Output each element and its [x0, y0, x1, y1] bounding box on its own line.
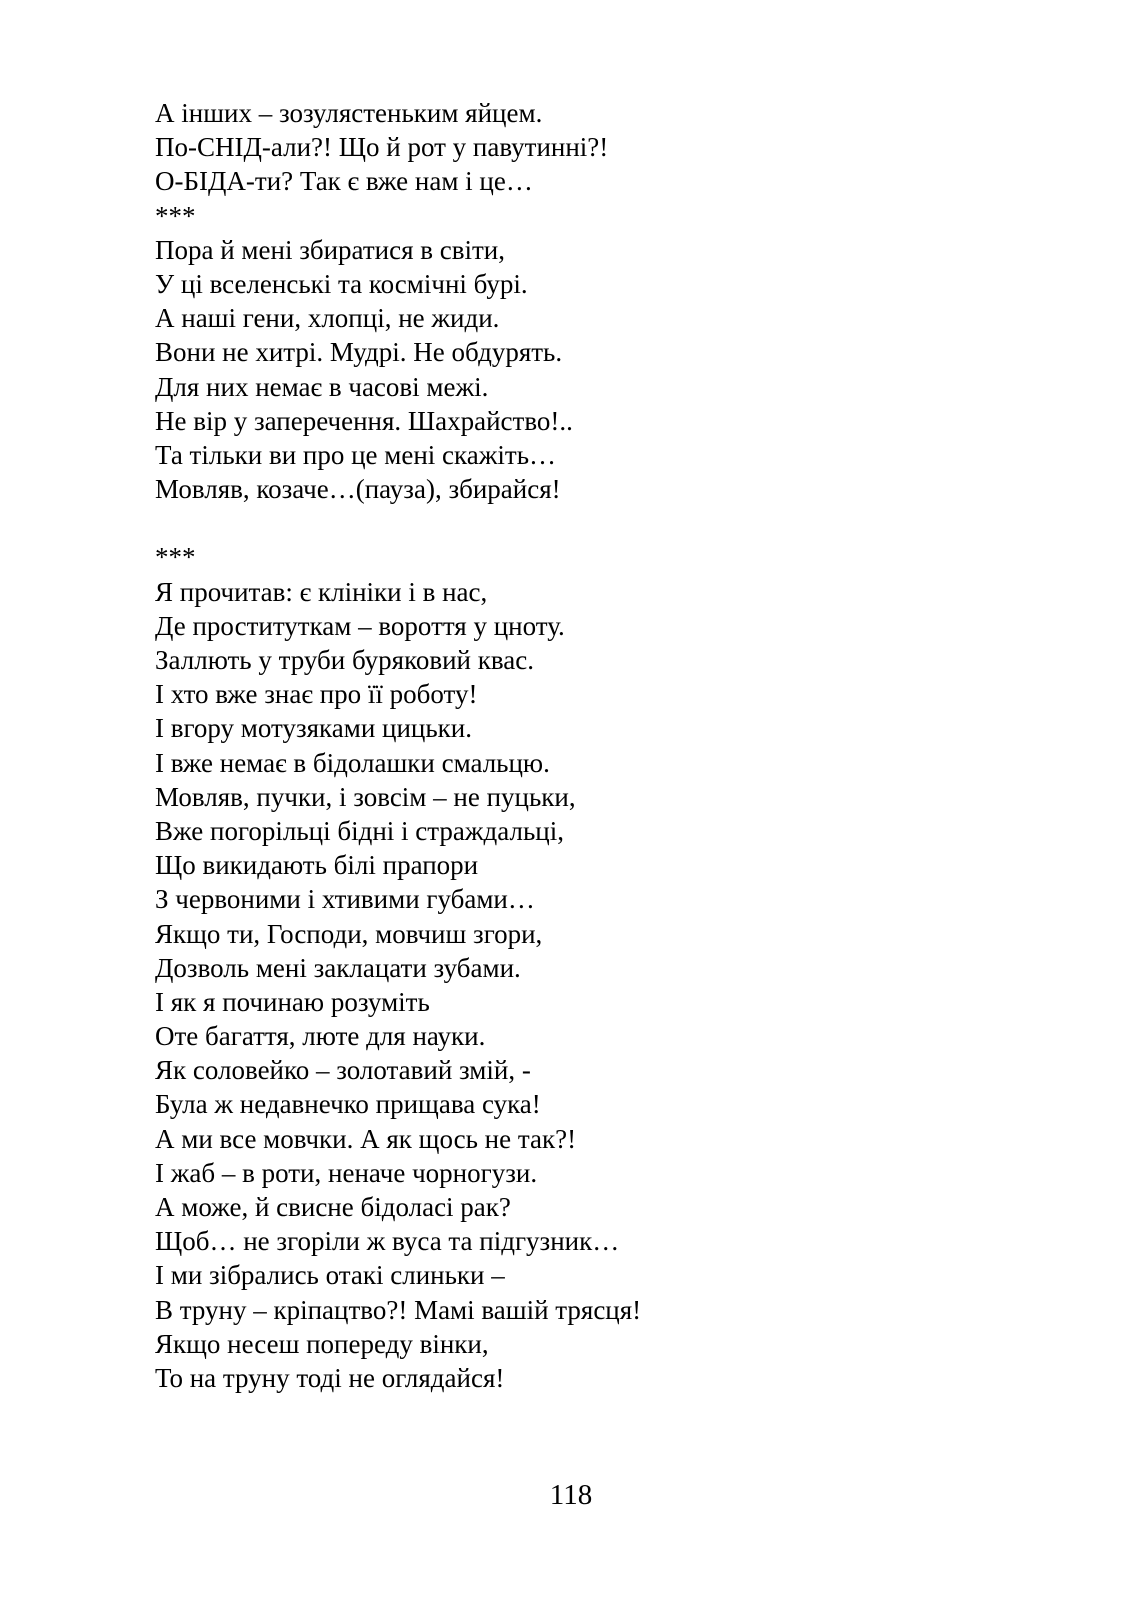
poem-line: Оте багаття, люте для науки.: [155, 1021, 486, 1052]
poem-line: Була ж недавнечко прищава сука!: [155, 1089, 541, 1120]
poem-line: Що викидають білі прапори: [155, 850, 479, 881]
poem-line: Вже погорільці бідні і страждальці,: [155, 815, 565, 846]
poem-line: Де проституткам – вороття у цноту.: [155, 610, 565, 641]
poem-line: І вгору мотузяками цицьки.: [155, 713, 472, 744]
page-number: 118: [549, 1479, 593, 1511]
poem-line: І вже немає в бідолашки смальцю.: [155, 747, 550, 778]
poem-line: У ці вселенські та космічні бурі.: [155, 268, 528, 299]
poem-line: Заллють у труби буряковий квас.: [155, 645, 534, 675]
poem-line: Для них немає в часові межі.: [155, 371, 489, 402]
poem-line: Мовляв, пучки, і зовсім – не пуцьки,: [155, 781, 576, 812]
poem-line: Та тільки ви про це мені скажіть…: [155, 439, 557, 470]
poem-line: Щоб… не згоріли ж вуса та підгузник…: [155, 1226, 620, 1257]
poem-line: І жаб – в роти, неначе чорногузи.: [155, 1157, 538, 1188]
poem-line: Я прочитав: є клініки і в нас,: [155, 576, 488, 607]
poem-line: Як соловейко – золотавий змій, -: [155, 1055, 531, 1086]
poem-line: Пора й мені збиратися в світи,: [155, 234, 505, 265]
poem-text: [155, 96, 1055, 1395]
poem-line: Вони не хитрі. Мудрі. Не обдурять.: [155, 337, 563, 368]
poem-line: То на труну тоді не оглядайся!: [155, 1362, 505, 1393]
poem-line: Не вір у заперечення. Шахрайство!..: [155, 405, 573, 436]
poem-line: А наші гени, хлопці, не жиди.: [155, 303, 500, 334]
blank-line: [155, 506, 1055, 540]
poem-line: З червоними і хтивими губами…: [155, 884, 535, 915]
poem-line: О-БІДА-ти? Так є вже нам і це…: [155, 166, 533, 197]
section-separator: ***: [155, 200, 196, 231]
poem-line: В труну – кріпацтво?! Мамі вашій трясця!: [155, 1294, 642, 1325]
poem-line: Якщо несеш попереду вінки,: [155, 1328, 489, 1359]
section-separator: ***: [155, 542, 196, 573]
poem-line: Якщо ти, Господи, мовчиш згори,: [155, 918, 543, 949]
poem-line: І як я починаю розуміть: [155, 986, 430, 1017]
poem-line: А інших – зозулястеньким яйцем.: [155, 98, 543, 128]
poem-line: І ми зібрались отакі слиньки –: [155, 1260, 505, 1291]
poem-line: Дозволь мені заклацати зубами.: [155, 952, 521, 983]
poem-line: А може, й свисне бідоласі рак?: [155, 1192, 511, 1222]
poem-line: І хто вже знає про її роботу!: [155, 679, 478, 710]
poem-line: Мовляв, козаче…(пауза), збирайся!: [155, 474, 561, 505]
poem-line: По-СНІД-али?! Що й рот у павутинні?!: [155, 132, 609, 163]
poem-line: А ми все мовчки. А як щось не так?!: [155, 1123, 577, 1154]
